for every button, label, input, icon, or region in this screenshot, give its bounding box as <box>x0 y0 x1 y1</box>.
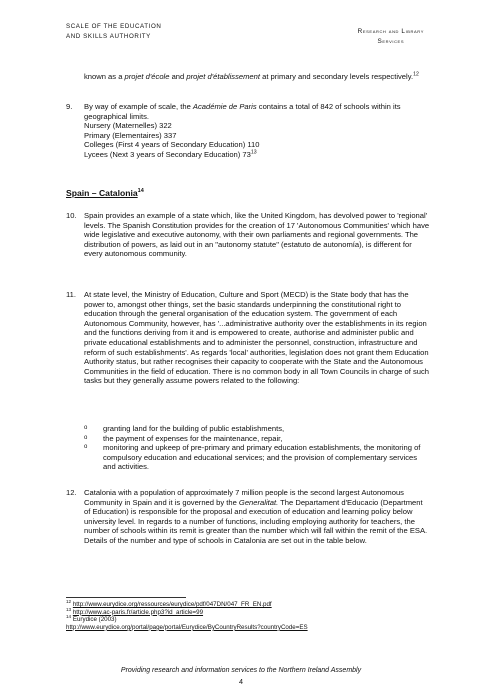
footnote-ref-13[interactable]: 13 <box>250 149 257 156</box>
term-projet-ecole: projet d'école <box>124 72 170 81</box>
list-item-text: the payment of expenses for the maintenance, repair, <box>103 433 283 443</box>
footnote-number: 13 <box>66 606 72 612</box>
header-right-line1: Research and Library <box>357 28 424 35</box>
header-right-line2: Services <box>377 38 405 45</box>
header-left <box>66 22 161 42</box>
list-item <box>84 443 430 472</box>
page-number: 4 <box>239 677 243 686</box>
para9-post: contains a total of 842 of schools within its geographical limits. <box>84 102 401 121</box>
para12-post: The Departament d'Educacio (Department of Education) is responsible for the proposal and execution of education and learning policy below university level. In regards to a number of functions, including employing authority for teachers, the number of schools within its remit is greater than the number which will fall within the remit of the ESA. Details of the number and type of schools in Catalonia are set out in the table below. <box>84 497 428 545</box>
paragraph-12 <box>66 488 430 546</box>
footnote-12 <box>66 598 426 609</box>
footnote-link[interactable]: http://www.eurydice.org/portal/page/portal/Eurydice/ByCountryResults?countryCode=ES <box>66 623 308 631</box>
continuation-mid: and <box>169 72 187 81</box>
footnote-link[interactable]: http://www.eurydice.org/ressources/eurydice/pdf/047DN/047_FR_EN.pdf <box>72 601 272 608</box>
continuation-text <box>84 72 424 82</box>
term-generalitat: Generalitat. <box>238 497 279 507</box>
section-heading <box>66 188 144 198</box>
list-item: Nursery (Maternelles) 322 <box>84 121 172 131</box>
paragraph-9 <box>66 102 430 160</box>
list-item: Primary (Elementaires) 337 <box>84 130 177 140</box>
paragraph-number: 12. <box>66 488 77 497</box>
footnote-number: 12 <box>66 598 72 604</box>
footer-tagline: Providing research and information services to the Northern Ireland Assembly <box>120 667 362 674</box>
paragraph-number: 9. <box>66 102 73 111</box>
list-item <box>84 150 430 160</box>
footnote-ref-14[interactable]: 14 <box>137 188 144 195</box>
footnote-14-link <box>66 624 426 632</box>
section-heading-text: Spain – Catalonia <box>66 188 138 198</box>
powers-list <box>84 424 430 472</box>
bullet-circle-icon: o <box>84 425 88 431</box>
continuation-post: at primary and secondary levels respectively. <box>260 72 414 81</box>
footnote-text: Eurydice (2003) <box>72 616 117 624</box>
paragraph-number: 10. <box>66 211 77 220</box>
footnote-link[interactable]: http://www.ac-paris.fr/article.php3?id_article=99 <box>72 608 204 616</box>
term-projet-etablissement: projet d'établissement <box>186 72 260 81</box>
paragraph-text: At state level, the Ministry of Education, Culture and Sport (MECD) is the State body that has the power to, amongst other things, set the basic standards underpinning the constitutional right to education through the general organisation of the education system. The government of each Autonomous Community, however, has '...administrative authority over the establishments in its region and the functions deriving from it and is empowered to create, authorise and administer public and private educational establishments and to administer the personnel, construction, infrastructure and reform of such establishments'. As regards 'local' authorities, legislation does not grant them Education Authority status, but rather recognises their capacity to cooperate with the State and the Autonomous Communities in the field of education. There is no common body in all Town Councils in charge of such tasks but they generally assume powers related to the following: <box>84 290 429 386</box>
list-item-text: granting land for the building of public establishments, <box>103 424 285 433</box>
footnote-number: 14 <box>66 614 72 620</box>
paragraph-11 <box>66 290 430 386</box>
school-count-list <box>84 121 430 159</box>
bullet-circle-icon: o <box>84 444 88 451</box>
list-item <box>84 434 430 444</box>
paragraph-10 <box>66 211 430 259</box>
list-item-text: Lycees (Next 3 years of Secondary Education) 73 <box>84 149 251 159</box>
header-left-line2: AND SKILLS AUTHORITY <box>66 33 151 40</box>
list-item: Colleges (First 4 years of Secondary Education) 110 <box>84 140 260 150</box>
footnote-divider <box>66 597 186 598</box>
header-left-line1: SCALE OF THE EDUCATION <box>66 23 162 30</box>
paragraph-text: Spain provides an example of a state which, like the United Kingdom, has devolved power to 'regional' levels. The Spanish Constitution provides for the creation of 17 'Autonomous Communities' which have wide legislative and executive autonomy, with their own parliaments and regional governments. The distribution of powers, as laid out in an "autonomy statute" (estatuto de autonomía), is different for every autonomous community. <box>84 211 430 259</box>
list-item-text: monitoring and upkeep of pre-primary and primary education establishments, the monitoring of compulsory education and educational services; and the provision of complementary services and activities. <box>103 443 421 472</box>
term-academie-de-paris: Académie de Paris <box>192 102 257 111</box>
para9-pre: By way of example of scale, the <box>84 102 193 111</box>
footnote-14 <box>66 616 426 624</box>
paragraph-number: 11. <box>66 290 76 299</box>
footnote-ref-12[interactable]: 12 <box>413 71 419 78</box>
footnotes <box>66 598 426 631</box>
list-item <box>84 424 430 434</box>
continuation-pre: known as a <box>84 72 125 81</box>
header-right <box>358 27 424 47</box>
bullet-circle-icon: o <box>84 434 88 441</box>
para12-pre: Catalonia with a population of approximately 7 million people is the second largest Autonomous Community in Spain and it is governed by the <box>84 488 404 507</box>
